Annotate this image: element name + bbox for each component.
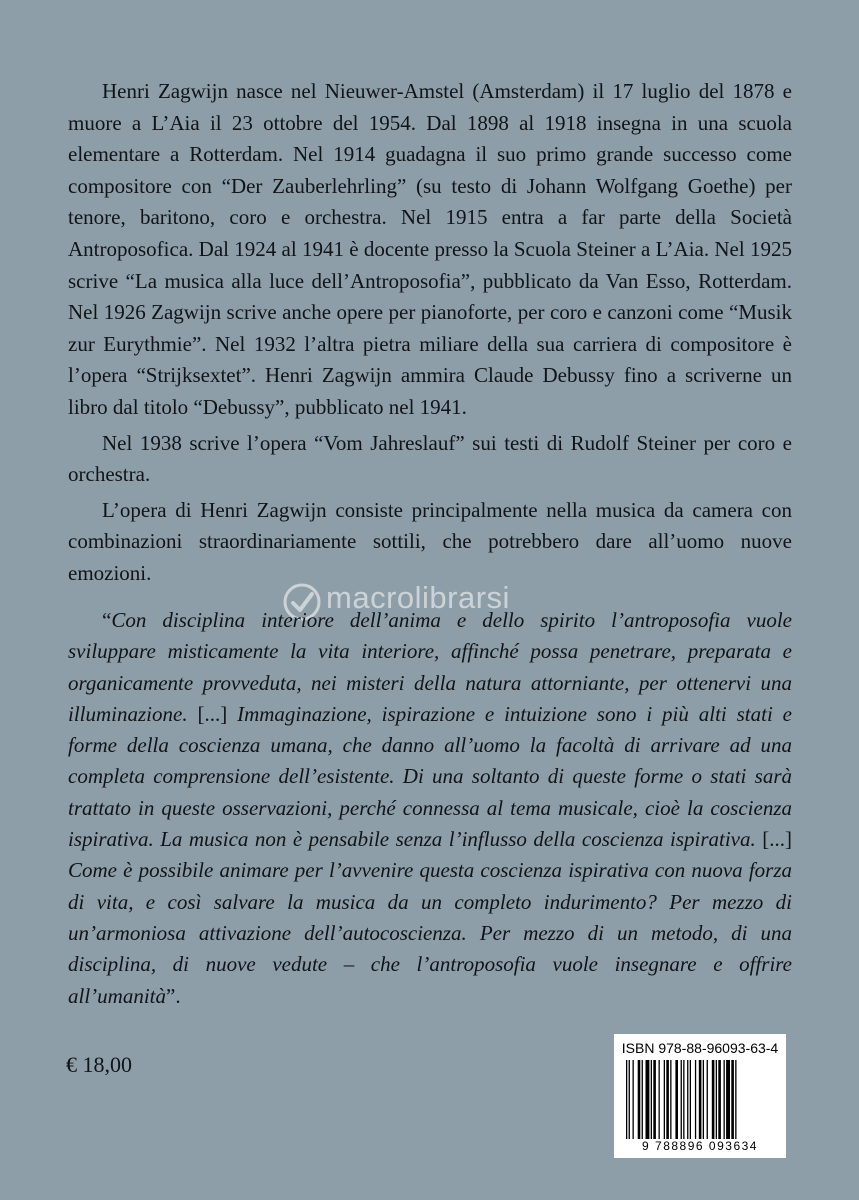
barcode-bar (703, 1060, 704, 1144)
barcode-digits: 9 788896 093634 (614, 1139, 786, 1153)
biography-paragraph-1: Henri Zagwijn nasce nel Nieuwer-Amstel (Amsterdam) il 17 luglio del 1878 e muore a L’Aia il 23 ottobre del 1954. Dal 1898 al 1918 insegna in una scuola elementare a Rotterdam. Nel 1914 guadagna il suo primo grande successo come compositore con “Der Zauberlehrling” (su testo di Johann Wolfgang Goethe) per tenore, baritono, coro e orchestra. Nel 1915 entra a far parte della Società Antroposofica. Dal 1924 al 1941 è docente presso la Scuola Steiner a L’Aia. Nel 1925 scrive “La musica alla luce dell’Antroposofia”, pubblicato da Van Esso, Rotterdam. Nel 1926 Zagwijn scrive anche opere per pianoforte, per coro e canzoni come “Musik zur Eurythmie”. Nel 1932 l’altra pietra miliare della sua carriera di compositore è l’opera “Strijksextet”. Henri Zagwijn ammira Claude Debussy fino a scriverne un libro dal titolo “Debussy”, pubblicato nel 1941. (68, 79, 792, 419)
barcode-bar (712, 1060, 715, 1144)
barcode-bar (724, 1060, 725, 1144)
barcode-bar (670, 1060, 671, 1144)
barcode-bar (735, 1060, 736, 1144)
barcode-bar (718, 1060, 721, 1144)
isbn-number: ISBN 978-88-96093-63-4 (621, 1040, 779, 1056)
barcode-bar (664, 1060, 665, 1144)
barcode-bar (675, 1060, 678, 1144)
barcode-bar (629, 1060, 630, 1144)
barcode-bar (699, 1060, 702, 1144)
barcode-bar (683, 1060, 684, 1144)
barcode-bar (731, 1060, 734, 1144)
barcode-bar (695, 1060, 696, 1144)
biography-text (68, 76, 792, 594)
watermark-text: macrolibrarsi (326, 580, 510, 615)
quote-part-1: Con disciplina interiore dell’anima e dello spirito l’antroposofia vuole sviluppare misticamente la vita interiore, affinché possa penetrare, preparata e organicamente provveduta, nei misteri della natura attorniante, per ottenervi una illuminazione. (68, 608, 792, 726)
barcode-bar (646, 1060, 650, 1144)
quote-part-2: Immaginazione, ispirazione e intuizione sono i più alti stati e forme della coscienza umana, che danno all’uomo la facoltà di arrivare ad una completa comprensione dell’esistente. Di una soltanto di queste forme o stati sarà trattato in queste osservazioni, perché connessa al tema musicale, cioè la coscienza ispirativa. La musica non è pensabile senza l’influsso della coscienza ispirativa. (68, 701, 792, 852)
quotation (68, 605, 792, 1012)
quote-close-mark: ”. (166, 983, 181, 1008)
barcode-bar (653, 1060, 656, 1144)
barcode-bar (687, 1060, 688, 1144)
barcode-bar (666, 1060, 669, 1144)
barcode-bar (707, 1060, 708, 1144)
barcode-bars (622, 1060, 778, 1144)
barcode-bar (626, 1060, 627, 1144)
quote-open-mark: “ (102, 608, 112, 632)
barcode-bar (633, 1060, 634, 1144)
barcode-bar (642, 1060, 643, 1144)
isbn-barcode (614, 1034, 786, 1158)
barcode-bar (659, 1060, 660, 1144)
barcode-bar (716, 1060, 717, 1144)
barcode-bar (726, 1060, 730, 1144)
biography-paragraph-2: Nel 1938 scrive l’opera “Vom Jahreslauf” sui testi di Rudolf Steiner per coro e orchestra. (68, 430, 792, 487)
quote-ellipsis-1: [...] (197, 701, 228, 726)
barcode-bar (638, 1060, 641, 1144)
barcode-bar (690, 1060, 691, 1144)
price: € 18,00 (66, 1052, 132, 1077)
biography-paragraph-3: L’opera di Henri Zagwijn consiste principalmente nella musica da camera con combinazioni straordinariamente sottili, che potrebbero dare all’uomo nuove emozioni. (68, 497, 792, 585)
quotation-paragraph (68, 605, 792, 1012)
quote-ellipsis-2: [...] (762, 827, 792, 852)
barcode-bar (651, 1060, 652, 1144)
barcode-bar (681, 1060, 682, 1144)
quote-part-3: Come è possibile animare per l’avvenire questa coscienza ispirativa con nuova forza di vita, e così salvare la musica da un completo indurimento? Per mezzo di un’armoniosa attivazione dell’autocoscienza. Per mezzo di un metodo, di una disciplina, di nuove vedute – che l’antroposofia vuole insegnare e offrire all’umanità (68, 858, 792, 1008)
